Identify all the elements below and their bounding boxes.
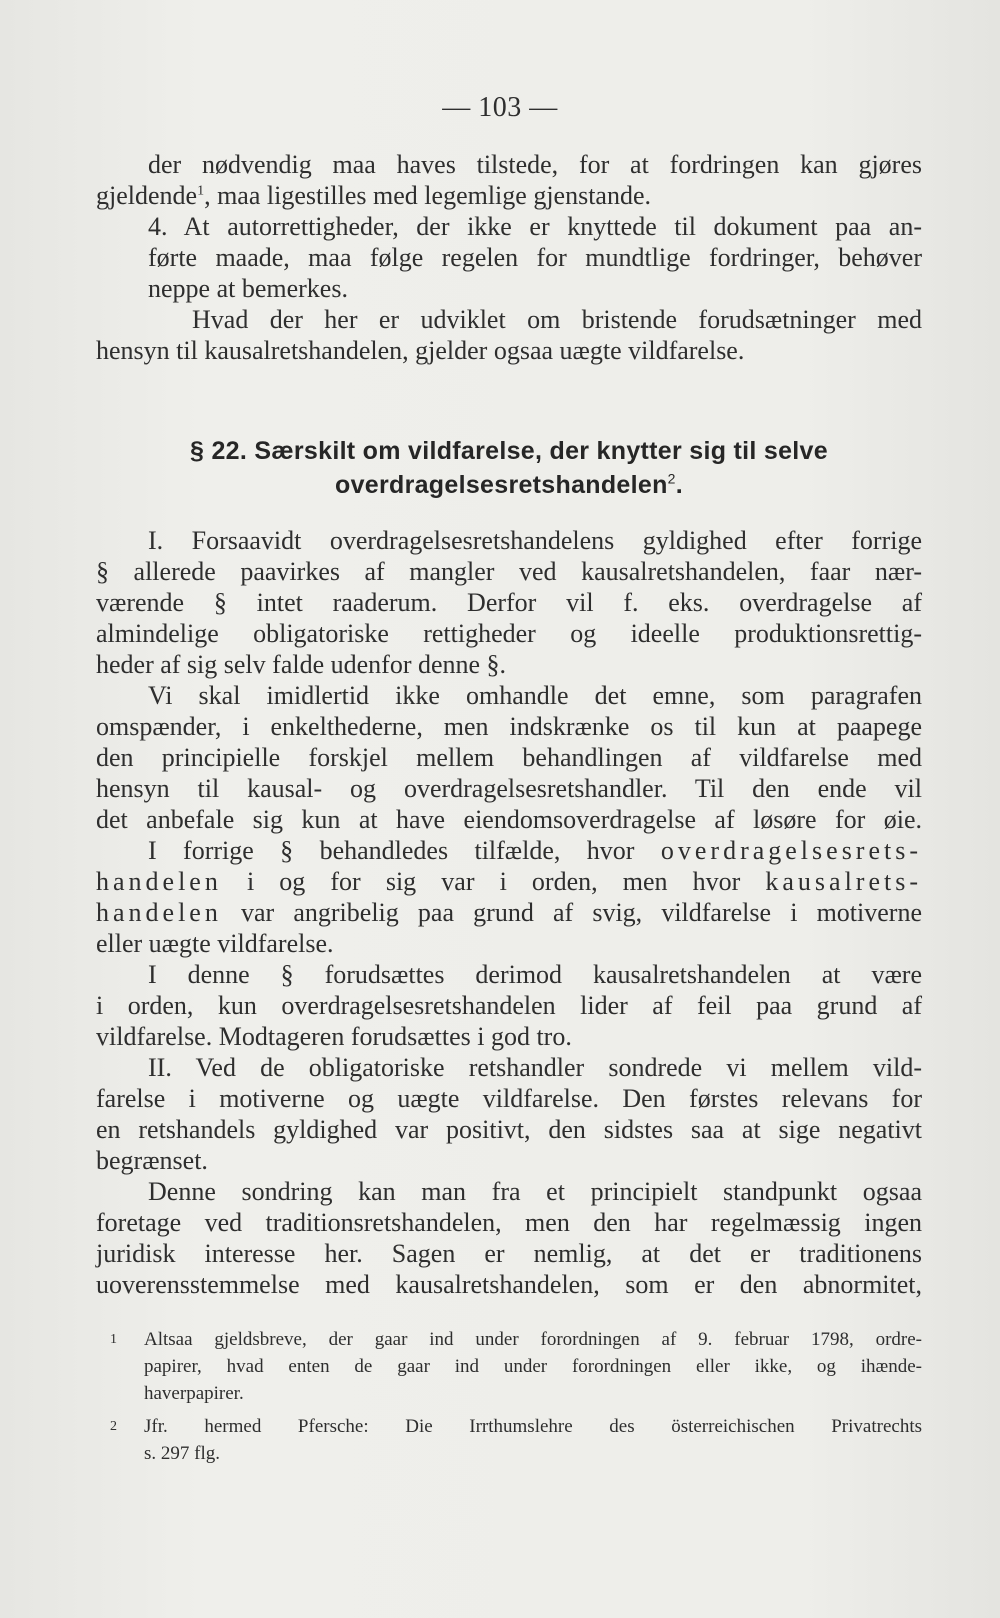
text-line: I. Forsaavidt overdragelsesretshandelens gyldighed efter forrige bbox=[148, 526, 922, 555]
text-line: § allerede paavirkes af mangler ved kausalretshandelen, faar nær- bbox=[96, 557, 922, 586]
footnote-body bbox=[144, 1413, 922, 1467]
footnote-ref-1: 1 bbox=[197, 183, 205, 199]
text-line: førte maade, maa følge regelen for mundtlige fordringer, behøver bbox=[148, 243, 922, 272]
text-line bbox=[96, 897, 922, 928]
text-line: vildfarelse. Modtageren forudsættes i god tro. bbox=[96, 1022, 572, 1051]
text-line: uoverensstemmelse med kausalretshandelen, som er den abnormitet, bbox=[96, 1270, 922, 1299]
page-number: — 103 — bbox=[442, 92, 558, 123]
text-line: i orden, kun overdragelsesretshandelen lider af feil paa grund af bbox=[96, 991, 922, 1020]
spaced-term: handelen bbox=[96, 867, 222, 896]
footnote-1 bbox=[110, 1326, 922, 1407]
text-fragment: var angribelig paa grund af svig, vildfarelse i motiverne bbox=[241, 898, 922, 927]
text-fragment: i og for sig var i orden, men hvor bbox=[246, 867, 741, 896]
text-line bbox=[96, 180, 922, 211]
text-line: omspænder, i enkelthederne, men indskrænke os til kun at paapege bbox=[96, 712, 922, 741]
footnote-mark: 2 bbox=[110, 1419, 117, 1434]
text-line bbox=[96, 835, 922, 866]
text-line: foretage ved traditionsretshandelen, men den har regelmæssig ingen bbox=[96, 1208, 922, 1237]
footnotes bbox=[110, 1326, 922, 1473]
text-line: der nødvendig maa haves tilstede, for at fordringen kan gjøres bbox=[148, 150, 922, 179]
text-line: almindelige obligatoriske rettigheder og ideelle produktionsrettig- bbox=[96, 619, 922, 648]
text-line: heder af sig selv falde udenfor denne §. bbox=[96, 650, 507, 679]
text-line: 4. At autorrettigheder, der ikke er knyttede til dokument paa an- bbox=[148, 212, 922, 241]
spaced-term: kausalrets- bbox=[765, 867, 922, 896]
section-heading-line-2 bbox=[96, 468, 922, 502]
text-fragment: , maa ligestilles med legemlige gjenstande. bbox=[204, 181, 652, 210]
text-line: hensyn til kausalretshandelen, gjelder ogsaa uægte vildfarelse. bbox=[96, 336, 745, 365]
footnote-mark: 1 bbox=[110, 1332, 117, 1347]
section-heading-period: . bbox=[675, 471, 683, 499]
text-line: værende § intet raaderum. Derfor vil f. eks. overdragelse af bbox=[96, 588, 922, 617]
text-line: begrænset. bbox=[96, 1146, 208, 1175]
section-heading-line-1: § 22. Særskilt om vildfarelse, der knytter sig til selve bbox=[190, 437, 828, 465]
text-line: neppe at bemerkes. bbox=[148, 274, 348, 303]
text-line: II. Ved de obligatoriske retshandler sondrede vi mellem vild- bbox=[148, 1053, 922, 1082]
text-fragment: I forrige § behandledes tilfælde, hvor bbox=[148, 836, 635, 865]
spaced-term: overdragelsesrets- bbox=[660, 836, 923, 865]
paragraph-block-top bbox=[96, 149, 922, 366]
paragraph-block-main bbox=[96, 525, 922, 1300]
footnote-line: Altsaa gjeldsbreve, der gaar ind under forordningen af 9. februar 1798, ordre- bbox=[144, 1329, 922, 1350]
text-line: en retshandels gyldighed var positivt, den sidstes saa at sige negativt bbox=[96, 1115, 922, 1144]
text-line: I denne § forudsættes derimod kausalretshandelen at være bbox=[148, 960, 922, 989]
text-line: farelse i motiverne og uægte vildfarelse. Den førstes relevans for bbox=[96, 1084, 922, 1113]
section-heading-text: overdragelsesretshandelen bbox=[335, 471, 668, 499]
footnote-line: papirer, hvad enten de gaar ind under forordningen eller ikke, og ihænde- bbox=[144, 1356, 922, 1377]
footnote-ref-2: 2 bbox=[667, 470, 676, 487]
footnote-2 bbox=[110, 1413, 922, 1467]
section-heading bbox=[96, 434, 922, 502]
text-line: eller uægte vildfarelse. bbox=[96, 929, 334, 958]
text-line: det anbefale sig kun at have eiendomsoverdragelse af løsøre for øie. bbox=[96, 805, 922, 834]
text-line: Hvad der her er udviklet om bristende forudsætninger med bbox=[192, 305, 922, 334]
text-line: juridisk interesse her. Sagen er nemlig, at det er traditionens bbox=[96, 1239, 922, 1268]
footnote-body bbox=[144, 1326, 922, 1407]
text-line: den principielle forskjel mellem behandlingen af vildfarelse med bbox=[96, 743, 922, 772]
text-line: hensyn til kausal- og overdragelsesretshandler. Til den ende vil bbox=[96, 774, 922, 803]
text-line: Denne sondring kan man fra et principielt standpunkt ogsaa bbox=[148, 1177, 922, 1206]
footnote-line: s. 297 flg. bbox=[144, 1443, 220, 1464]
text-line: Vi skal imidlertid ikke omhandle det emne, som paragrafen bbox=[148, 681, 922, 710]
text-fragment: gjeldende bbox=[96, 181, 198, 210]
text-line bbox=[96, 866, 922, 897]
footnote-line: haverpapirer. bbox=[144, 1383, 244, 1404]
footnote-line: Jfr. hermed Pfersche: Die Irrthumslehre des österreichischen Privatrechts bbox=[144, 1416, 922, 1437]
spaced-term: handelen bbox=[96, 898, 222, 927]
